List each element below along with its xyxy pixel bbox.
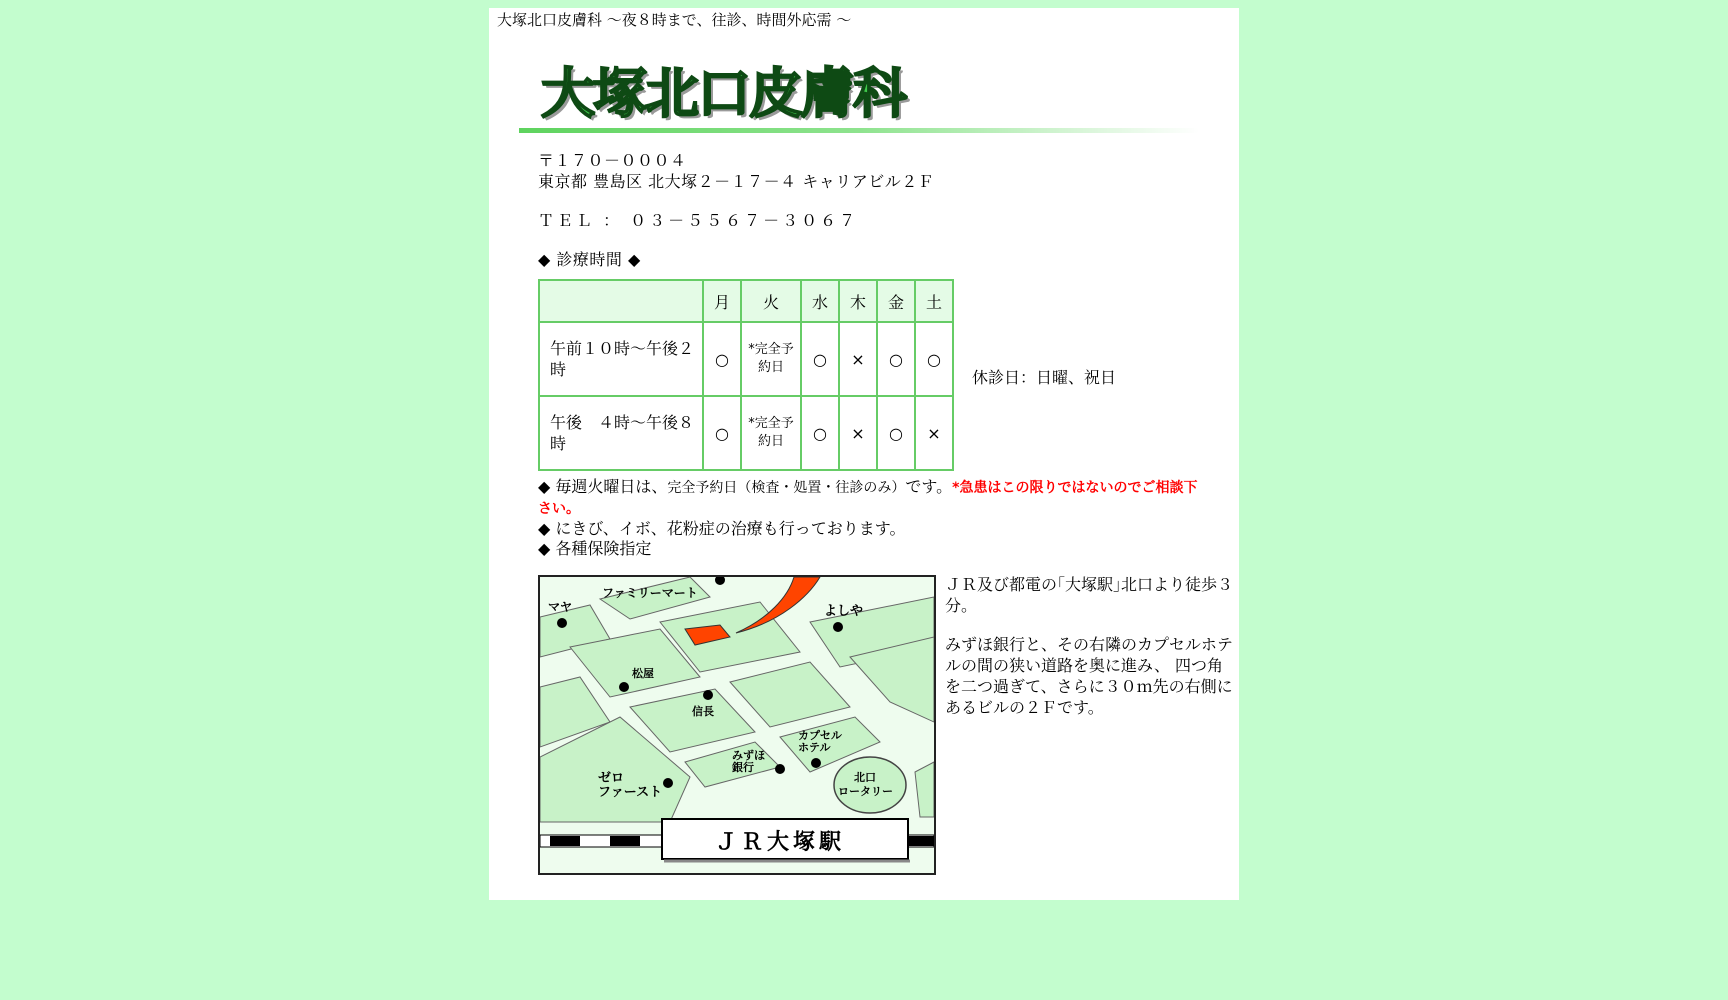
map-label-rotary-2: ロータリー bbox=[838, 785, 893, 798]
schedule-cell: ○ bbox=[801, 396, 839, 470]
schedule-row-morning bbox=[539, 322, 953, 396]
page-title: 大塚北口皮膚科 ～夜８時まで、往診、時間外応需 ～ bbox=[497, 11, 852, 29]
schedule-cell: ○ bbox=[915, 322, 953, 396]
route-text: みずほ銀行と、その右隣のカプセルホテルの間の狭い道路を奥に進み、 四つ角を二つ過ぎて、さらに３０ｍ先の右側にあるビルの２Ｆです。 bbox=[945, 635, 1233, 717]
map-label-capsule-2: ホテル bbox=[798, 741, 831, 754]
map-label-matsuya: 松屋 bbox=[632, 667, 654, 680]
map-label-zero-1: ゼロ bbox=[598, 771, 625, 786]
corner-cell bbox=[539, 280, 703, 322]
treatments-note: ◆ にきび、イボ、花粉症の治療も行っております。 bbox=[538, 519, 906, 538]
map-drawing bbox=[540, 577, 934, 873]
page-content bbox=[489, 8, 1239, 900]
schedule-cell: × bbox=[839, 396, 877, 470]
schedule-heading: ◆ 診療時間 ◆ bbox=[538, 250, 641, 269]
day-wed: 水 bbox=[801, 280, 839, 322]
tuesday-suffix: です。 bbox=[905, 477, 953, 496]
notes-section bbox=[538, 477, 1198, 559]
postal-code: 〒１７０－０００４ bbox=[538, 151, 687, 170]
map-label-rotary-1: 北口 bbox=[854, 771, 876, 784]
schedule-table bbox=[538, 279, 954, 471]
time-slot: 午前１０時～午後２時 bbox=[539, 322, 703, 396]
schedule-cell: ○ bbox=[877, 396, 915, 470]
day-mon: 月 bbox=[703, 280, 741, 322]
schedule-cell: ○ bbox=[703, 396, 741, 470]
map-label-mizuho-1: みずほ bbox=[732, 749, 765, 762]
logo-text: 大塚北口皮膚科 bbox=[541, 62, 905, 125]
urgent-note: *急患はこの限りではないのでご相談下さい。 bbox=[538, 480, 1198, 517]
directions bbox=[945, 574, 1235, 736]
holiday-note: 休診日：日曜、祝日 bbox=[972, 368, 1117, 387]
map-label-maya: マヤ bbox=[548, 600, 573, 614]
map-label-yoshiya: よしや bbox=[824, 604, 864, 619]
insurance-note: ◆ 各種保険指定 bbox=[538, 539, 652, 558]
day-sat: 土 bbox=[915, 280, 953, 322]
map-label-capsule-1: カプセル bbox=[798, 729, 842, 742]
map-label-mizuho-2: 銀行 bbox=[732, 761, 754, 774]
schedule-cell-note: *完全予約日 bbox=[741, 322, 801, 396]
logo-underline bbox=[519, 128, 1199, 133]
schedule-cell-note: *完全予約日 bbox=[741, 396, 801, 470]
map-label-familymart: ファミリーマート bbox=[602, 586, 698, 600]
address: 東京都 豊島区 北大塚２－１７－４ キャリアビル２Ｆ bbox=[538, 172, 935, 191]
day-thu: 木 bbox=[839, 280, 877, 322]
schedule-row-evening bbox=[539, 396, 953, 470]
schedule-cell: ○ bbox=[877, 322, 915, 396]
schedule-cell: × bbox=[839, 322, 877, 396]
schedule-cell: × bbox=[915, 396, 953, 470]
schedule-cell: ○ bbox=[801, 322, 839, 396]
map-label-zero-2: ファースト bbox=[598, 785, 663, 800]
map-label-station: ＪＲ大塚駅 bbox=[715, 830, 846, 855]
day-tue: 火 bbox=[741, 280, 801, 322]
tuesday-prefix: ◆ 毎週火曜日は、 bbox=[538, 477, 668, 496]
tuesday-note bbox=[538, 477, 1198, 519]
day-fri: 金 bbox=[877, 280, 915, 322]
telephone: ＴＥＬ ： ０３－５５６７－３０６７ bbox=[538, 211, 859, 230]
tuesday-detail: 完全予約日（検査・処置・往診のみ） bbox=[667, 480, 906, 496]
clinic-logo bbox=[519, 44, 1199, 136]
time-slot: 午後 ４時～午後８時 bbox=[539, 396, 703, 470]
access-map bbox=[538, 575, 936, 875]
map-label-nobunaga: 信長 bbox=[692, 705, 714, 718]
schedule-cell: ○ bbox=[703, 322, 741, 396]
schedule-header-row bbox=[539, 280, 953, 322]
access-text: ＪＲ及び都電の｢大塚駅｣北口より徒歩３分。 bbox=[945, 575, 1234, 615]
